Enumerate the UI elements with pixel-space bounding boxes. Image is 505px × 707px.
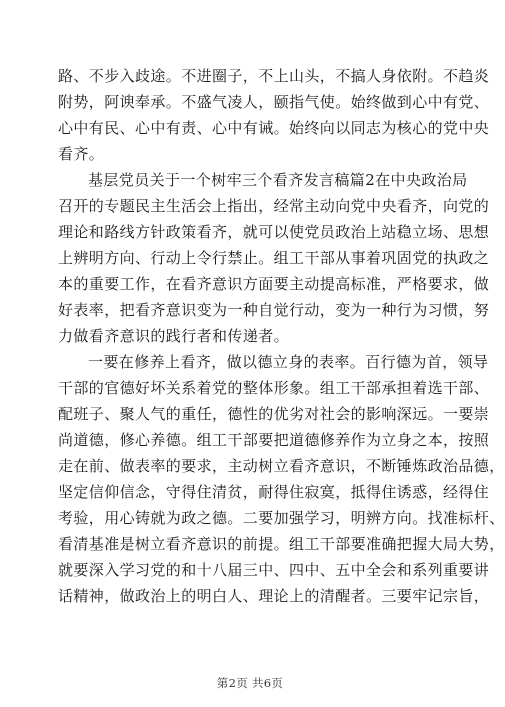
body-text bbox=[58, 63, 505, 609]
text-line: 走在前、做表率的要求，主动树立看齐意识，不断锤炼政治品德， bbox=[58, 457, 505, 475]
text-line: 考验，用心铸就为政之德。二要加强学习，明辨方向。找准标杆、 bbox=[58, 509, 505, 527]
text-line: 坚定信仰信念，守得住清贫，耐得住寂寞，抵得住诱惑，经得住 bbox=[58, 483, 490, 501]
text-line: 路、不步入歧途。不进圈子，不上山头，不搞人身依附。不趋炎 bbox=[58, 67, 490, 85]
text-line: 上辨明方向、行动上令行禁止。组工干部从事着巩固党的执政之 bbox=[58, 249, 490, 267]
text-line: 看齐。 bbox=[58, 145, 105, 163]
text-line: 心中有民、心中有责、心中有诫。始终向以同志为核心的党中央 bbox=[58, 119, 490, 137]
text-line: 本的重要工作，在看齐意识方面要主动提高标准，严格要求，做 bbox=[58, 275, 490, 293]
text-line: 话精神，做政治上的明白人、理论上的清醒者。三要牢记宗旨， bbox=[58, 587, 490, 605]
text-line: 尚道德，修心养德。组工干部要把道德修养作为立身之本，按照 bbox=[58, 431, 490, 449]
text-line: 干部的官德好坏关系着党的整体形象。组工干部承担着选干部、 bbox=[58, 379, 490, 397]
text-line: 一要在修养上看齐，做以德立身的表率。百行德为首，领导 bbox=[88, 353, 489, 371]
text-line: 看清基准是树立看齐意识的前提。组工干部要准确把握大局大势， bbox=[58, 535, 505, 553]
text-line: 理论和路线方针政策看齐，就可以使党员政治上站稳立场、思想 bbox=[58, 223, 490, 241]
text-line: 基层党员关于一个树牢三个看齐发言稿篇2在中央政治局 bbox=[88, 171, 468, 189]
page-footer: 第2页 共6页 bbox=[216, 676, 284, 690]
text-line: 召开的专题民主生活会上指出，经常主动向党中央看齐，向党的 bbox=[58, 197, 490, 215]
text-line: 好表率，把看齐意识变为一种自觉行动，变为一种行为习惯，努 bbox=[58, 301, 490, 319]
text-line: 附势，阿谀奉承。不盛气凌人，颐指气使。始终做到心中有党、 bbox=[58, 93, 490, 111]
text-line: 就要深入学习党的和十八届三中、四中、五中全会和系列重要讲 bbox=[58, 561, 490, 579]
text-line: 力做看齐意识的践行者和传递者。 bbox=[58, 327, 290, 345]
text-line: 配班子、聚人气的重任，德性的优劣对社会的影响深远。一要崇 bbox=[58, 405, 490, 423]
